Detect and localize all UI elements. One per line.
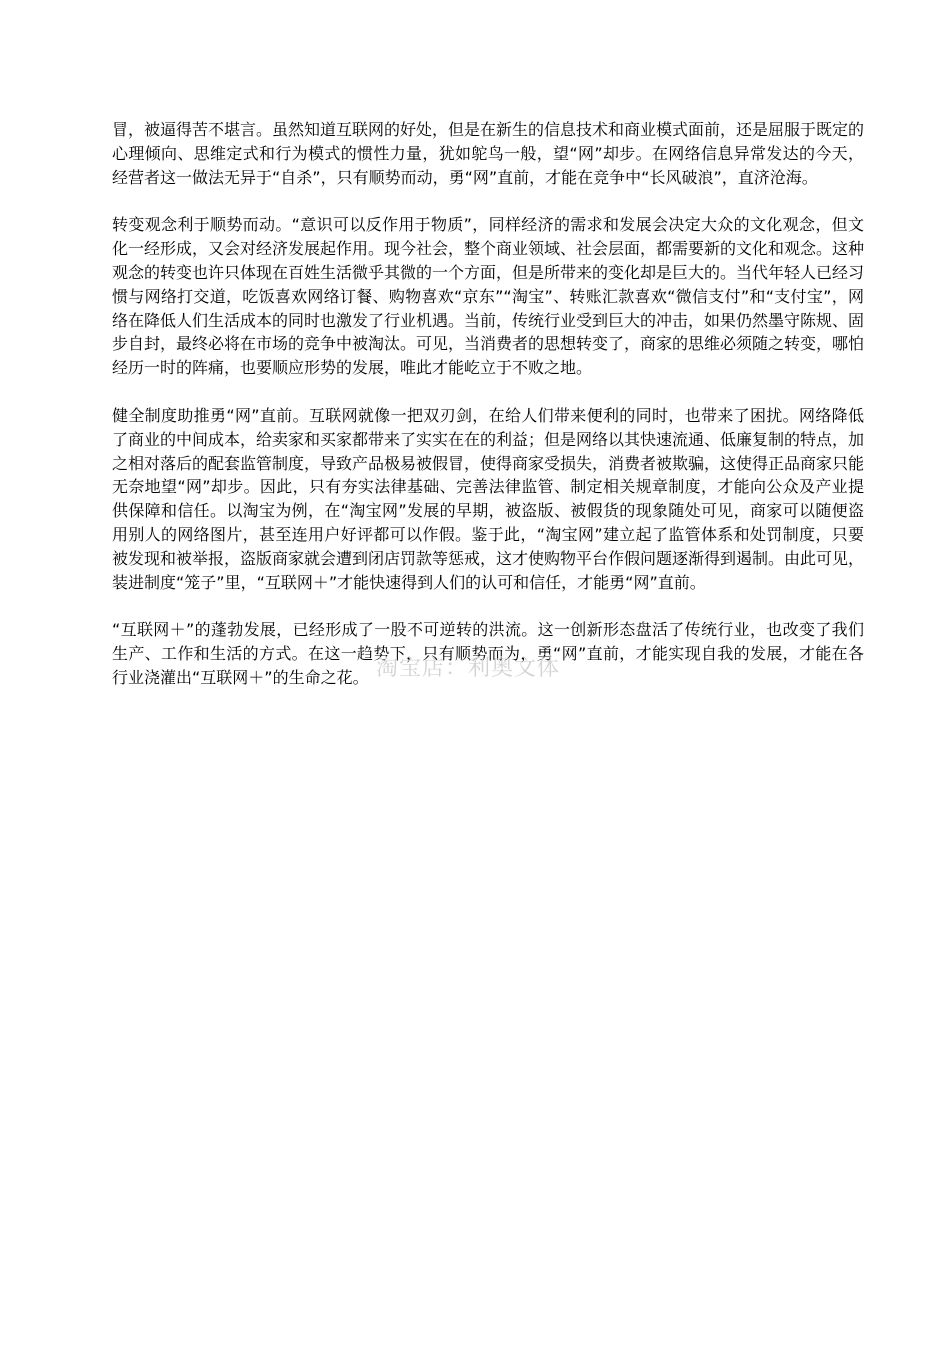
paragraph-1: 冒，被逼得苦不堪言。虽然知道互联网的好处，但是在新生的信息技术和商业模式面前，还是屈服于既定的心理倾向、思维定式和行为模式的惯性力量，犹如鸵鸟一般，望“网”却步。在网络信息异常发达的今天，经营者这一做法无异于“自杀”，只有顺势而动，勇“网”直前，才能在竞争中“长风破浪”，直济沧海。 [112,120,865,187]
paragraph-4: “互联网＋”的蓬勃发展，已经形成了一股不可逆转的洪流。这一创新形态盘活了传统行业，也改变了我们生产、工作和生活的方式。在这一趋势下，只有顺势而为，勇“网”直前，才能实现自我的发展，才能在各行业浇灌出“互联网＋”的生命之花。 [112,620,864,687]
watermark-text: 淘宝店：利奥文体 [376,656,561,681]
document-body [112,118,864,714]
paragraph-3: 健全制度助推勇“网”直前。互联网就像一把双刃剑，在给人们带来便利的同时，也带来了困扰。网络降低了商业的中间成本，给卖家和买家都带来了实实在在的利益；但是网络以其快速流通、低廉复制的特点，加之相对落后的配套监管制度，导致产品极易被假冒，使得商家受损失，消费者被欺骗，这使得正品商家只能无奈地望“网”却步。因此，只有夯实法律基础、完善法律监管、制定相关规章制度，才能向公众及产业提供保障和信任。以淘宝为例，在“淘宝网”发展的早期，被盗版、被假货的现象随处可见，商家可以随便盗用别人的网络图片，甚至连用户好评都可以作假。鉴于此，“淘宝网”建立起了监管体系和处罚制度，只要被发现和被举报，盗版商家就会遭到闭店罚款等惩戒，这才使购物平台作假问题逐渐得到遏制。由此可见，装进制度“笼子”里，“互联网＋”才能快速得到人们的认可和信任，才能勇“网”直前。 [112,405,865,592]
paragraph-2: 转变观念利于顺势而动。“意识可以反作用于物质”，同样经济的需求和发展会决定大众的文化观念，但文化一经形成，又会对经济发展起作用。现今社会，整个商业领域、社会层面，都需要新的文化和观念。这种观念的转变也许只体现在百姓生活微乎其微的一个方面，但是所带来的变化却是巨大的。当代年轻人已经习惯与网络打交道，吃饭喜欢网络订餐、购物喜欢“京东”“淘宝”、转账汇款喜欢“微信支付”和“支付宝”，网络在降低人们生活成本的同时也激发了行业机遇。当前，传统行业受到巨大的冲击，如果仍然墨守陈规、固步自封，最终必将在市场的竞争中被淘汰。可见，当消费者的思想转变了，商家的思维必须随之转变，哪怕经历一时的阵痛，也要顺应形势的发展，唯此才能屹立于不败之地。 [112,215,865,378]
